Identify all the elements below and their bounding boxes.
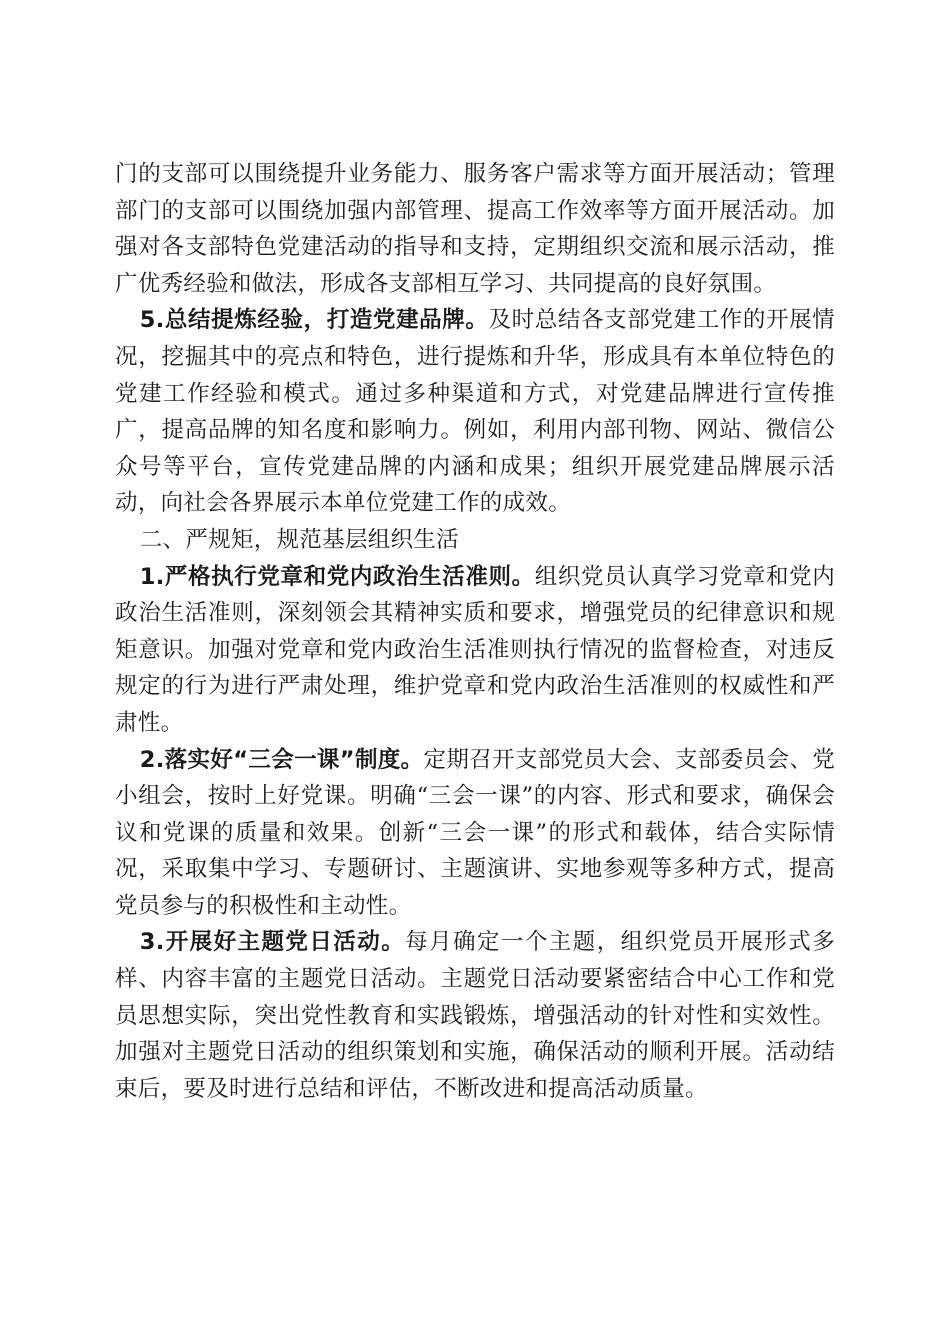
paragraph-item-2 [115, 742, 835, 925]
paragraph-item-5 [115, 302, 835, 522]
paragraph-lead: 3.开展好主题党日活动。 [139, 929, 406, 956]
paragraph-lead: 2.落实好“三会一课”制度。 [139, 746, 424, 773]
paragraph-item-3 [115, 924, 835, 1107]
paragraph-lead: 1.严格执行党章和党内政治生活准则。 [139, 563, 535, 590]
paragraph-text: 定期召开支部党员大会、支部委员会、党小组会，按时上好党课。明确“三会一课”的内容、形式和要求，确保会议和党课的质量和效果。创新“三会一课”的形式和载体，结合实际情况，采取集中学习、专题研讨、主题演讲、实地参观等多种方式，提高党员参与的积极性和主动性。 [115, 746, 836, 919]
paragraph-text: 组织党员认真学习党章和党内政治生活准则，深刻领会其精神实质和要求，增强党员的纪律意识和规矩意识。加强对党章和党内政治生活准则执行情况的监督检查，对违反规定的行为进行严肃处理，维护党章和党内政治生活准则的权威性和严肃性。 [115, 563, 836, 736]
section-heading: 二、严规矩，规范基层组织生活 [139, 526, 459, 553]
paragraph-continuation [115, 156, 835, 302]
paragraph-text: 门的支部可以围绕提升业务能力、服务客户需求等方面开展活动；管理部门的支部可以围绕加强内部管理、提高工作效率等方面开展活动。加强对各支部特色党建活动的指导和支持，定期组织交流和展示活动，推广优秀经验和做法，形成各支部相互学习、共同提高的良好氛围。 [115, 161, 835, 297]
document-page [115, 156, 835, 1107]
paragraph-text: 及时总结各支部党建工作的开展情况，挖掘其中的亮点和特色，进行提炼和升华，形成具有本单位特色的党建工作经验和模式。通过多种渠道和方式，对党建品牌进行宣传推广，提高品牌的知名度和影响力。例如，利用内部刊物、网站、微信公众号等平台，宣传党建品牌的内涵和成果；组织开展党建品牌展示活动，向社会各界展示本单位党建工作的成效。 [115, 307, 835, 517]
paragraph-lead: 5.总结提炼经验，打造党建品牌。 [139, 307, 489, 334]
paragraph-text: 每月确定一个主题，组织党员开展形式多样、内容丰富的主题党日活动。主题党日活动要紧密结合中心工作和党员思想实际，突出党性教育和实践锻炼，增强活动的针对性和实效性。加强对主题党日活动的组织策划和实施，确保活动的顺利开展。活动结束后，要及时进行总结和评估，不断改进和提高活动质量。 [115, 929, 835, 1102]
paragraph-item-1 [115, 559, 835, 742]
